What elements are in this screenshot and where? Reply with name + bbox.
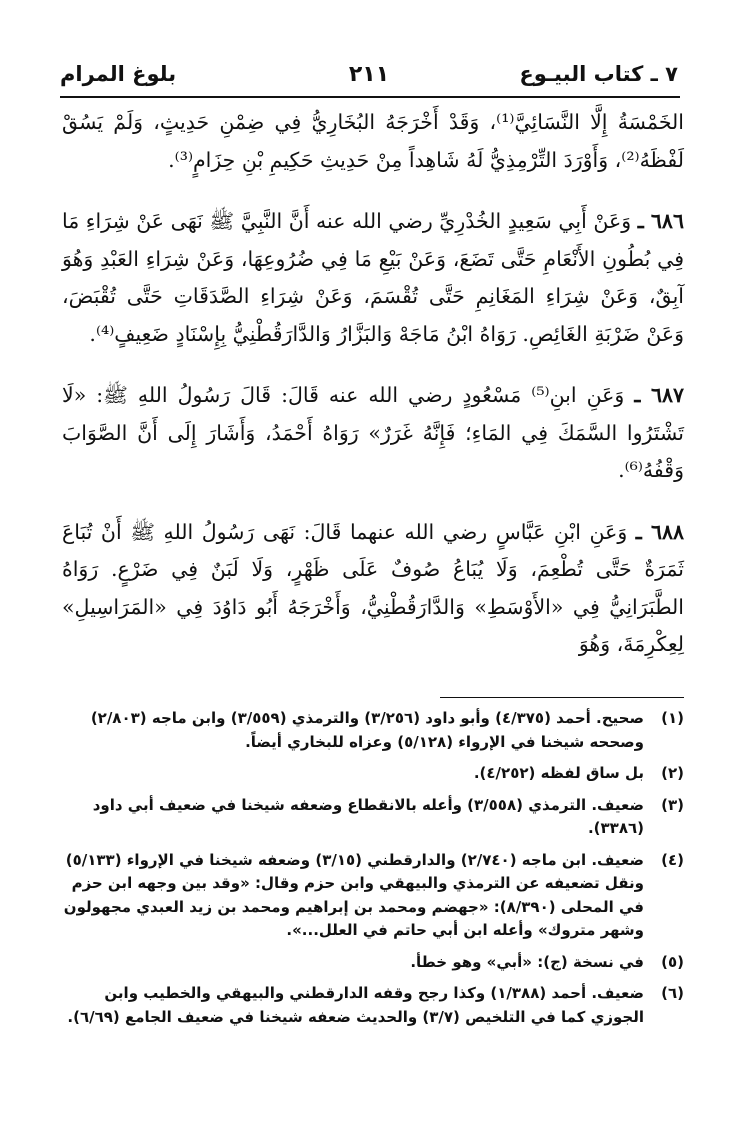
footnotes [62,707,684,1037]
footnote-4 [62,849,684,943]
footnote-rule [440,697,684,698]
footnote-text: صحيح. أحمد (٤/٣٧٥) وأبو داود (٣/٢٥٦) والترمذي (٣/٥٥٩) وابن ماجه (٢/٨٠٣) وصححه شيخنا في الإرواء (٥/١٢٨) وعزاه للبخاري أيضاً. [90,709,644,751]
header-rule [60,96,680,98]
chapter-title: ٧ ـ كتاب البيـوع [519,62,678,86]
footnote-marker: (٢) [661,764,684,782]
hadith-text: وَعَنِ ابنِ⁽⁵⁾ مَسْعُودٍ رضي الله عنه قَالَ: قَالَ رَسُولُ اللهِ ﷺ: «لَا تَشْتَرُوا السَّمَكَ فِي المَاءِ؛ فَإِنَّهُ غَرَرٌ» رَوَاهُ أَحْمَدُ، وَأَشَارَ إِلَى أَنَّ الصَّوَابَ وَقْفُهُ⁽⁶⁾. [62,383,684,482]
hadith-number: ٦٨٧ ـ [634,383,684,407]
footnote-1 [62,707,684,754]
footnote-2 [62,762,684,786]
hadith-number: ٦٨٦ ـ [637,209,684,233]
hadith-687 [62,377,684,490]
main-text [62,104,684,664]
footnote-text: ضعيف. أحمد (١/٣٨٨) وكذا رجح وقفه الدارقطني والبيهقي والخطيب وابن الجوزي كما في التلخيص (٣/٧) والحديث ضعفه شيخنا في ضعيف الجامع (٦/٦٩). [67,984,644,1026]
hadith-688 [62,514,684,664]
paragraph-text: الخَمْسَةُ إِلَّا النَّسَائِيَّ⁽¹⁾، وَقَدْ أَخْرَجَهُ البُخَارِيُّ فِي ضِمْنِ حَدِيثٍ، وَلَمْ يَسُقْ لَفْظَهُ⁽²⁾، وَأَوْرَدَ التِّرْمِذِيُّ لَهُ شَاهِداً مِنْ حَدِيثِ حَكِيمِ بْنِ حِزَامٍ⁽³⁾. [62,110,685,172]
footnote-text: بل ساق لفظه (٤/٢٥٢). [473,764,644,782]
footnote-text: ضعيف. الترمذي (٣/٥٥٨) وأعله بالانقطاع وضعفه شيخنا في ضعيف أبي داود (٣٣٨٦). [92,795,644,837]
footnote-text: في نسخة (ج): «أبي» وهو خطأ. [410,952,644,971]
hadith-number: ٦٨٨ ـ [635,519,684,544]
page-number: ٢١١ [348,62,390,87]
page-header [60,58,678,92]
footnote-marker: (٤) [661,850,684,869]
hadith-text: وَعَنْ أَبِي سَعِيدٍ الخُدْرِيِّ رضي الله عنه أَنَّ النَّبِيَّ ﷺ نَهَى عَنْ شِرَاءِ مَا فِي بُطُونِ الأَنْعَامِ حَتَّى تَضَعَ، وَعَنْ بَيْعِ مَا فِي ضُرُوعِهَا، وَعَنْ شِرَاءِ العَبْدِ وَهُوَ آبِقٌ، وَعَنْ شِرَاءِ المَغَانِمِ حَتَّى تُقْسَمَ، وَعَنْ شِرَاءِ الصَّدَقَاتِ حَتَّى تُقْبَضَ، وَعَنْ ضَرْبَةِ الغَائِصِ. رَوَاهُ ابْنُ مَاجَهْ وَالبَزَّارُ وَالدَّارَقُطْنِيُّ بِإِسْنَادٍ ضَعِيفٍ⁽⁴⁾. [62,209,684,346]
footnote-text: ضعيف. ابن ماجه (٢/٧٤٠) والدارقطني (٣/١٥) وضعفه شيخنا في الإرواء (٥/١٣٣) ونقل تضعيفه عن الترمذي والبيهقي وابن حزم وقال: «وقد بين وجهه ابن حزم في المحلى (٨/٣٩٠): «جهضم ومحمد بن إبراهيم ومحمد بن زيد العبدي مجهولون وشهر متروك» وأعله ابن أبي حاتم في العلل...». [63,850,644,939]
book-title: بلوغ المرام [60,62,177,86]
footnote-marker: (٣) [661,795,684,814]
paragraph-intro [62,104,684,179]
footnote-marker: (١) [661,709,684,727]
footnote-5 [62,951,684,975]
footnote-6 [62,982,684,1029]
footnote-3 [62,794,684,841]
hadith-686 [62,203,684,353]
hadith-text: وَعَنِ ابْنِ عَبَّاسٍ رضي الله عنهما قَالَ: نَهَى رَسُولُ اللهِ ﷺ أَنْ تُبَاعَ ثَمَرَةٌ حَتَّى تُطْعِمَ، وَلَا يُبَاعُ صُوفٌ عَلَى ظَهْرٍ، وَلَا لَبَنٌ فِي ضَرْعٍ. رَوَاهُ الطَّبَرَانِيُّ فِي «الأَوْسَطِ» وَالدَّارَقُطْنِيُّ، وَأَخْرَجَهُ أَبُو دَاوُدَ فِي «المَرَاسِيلِ» لِعِكْرِمَةَ، وَهُوَ [62,519,684,656]
footnote-marker: (٦) [661,984,684,1002]
footnote-marker: (٥) [661,952,684,971]
